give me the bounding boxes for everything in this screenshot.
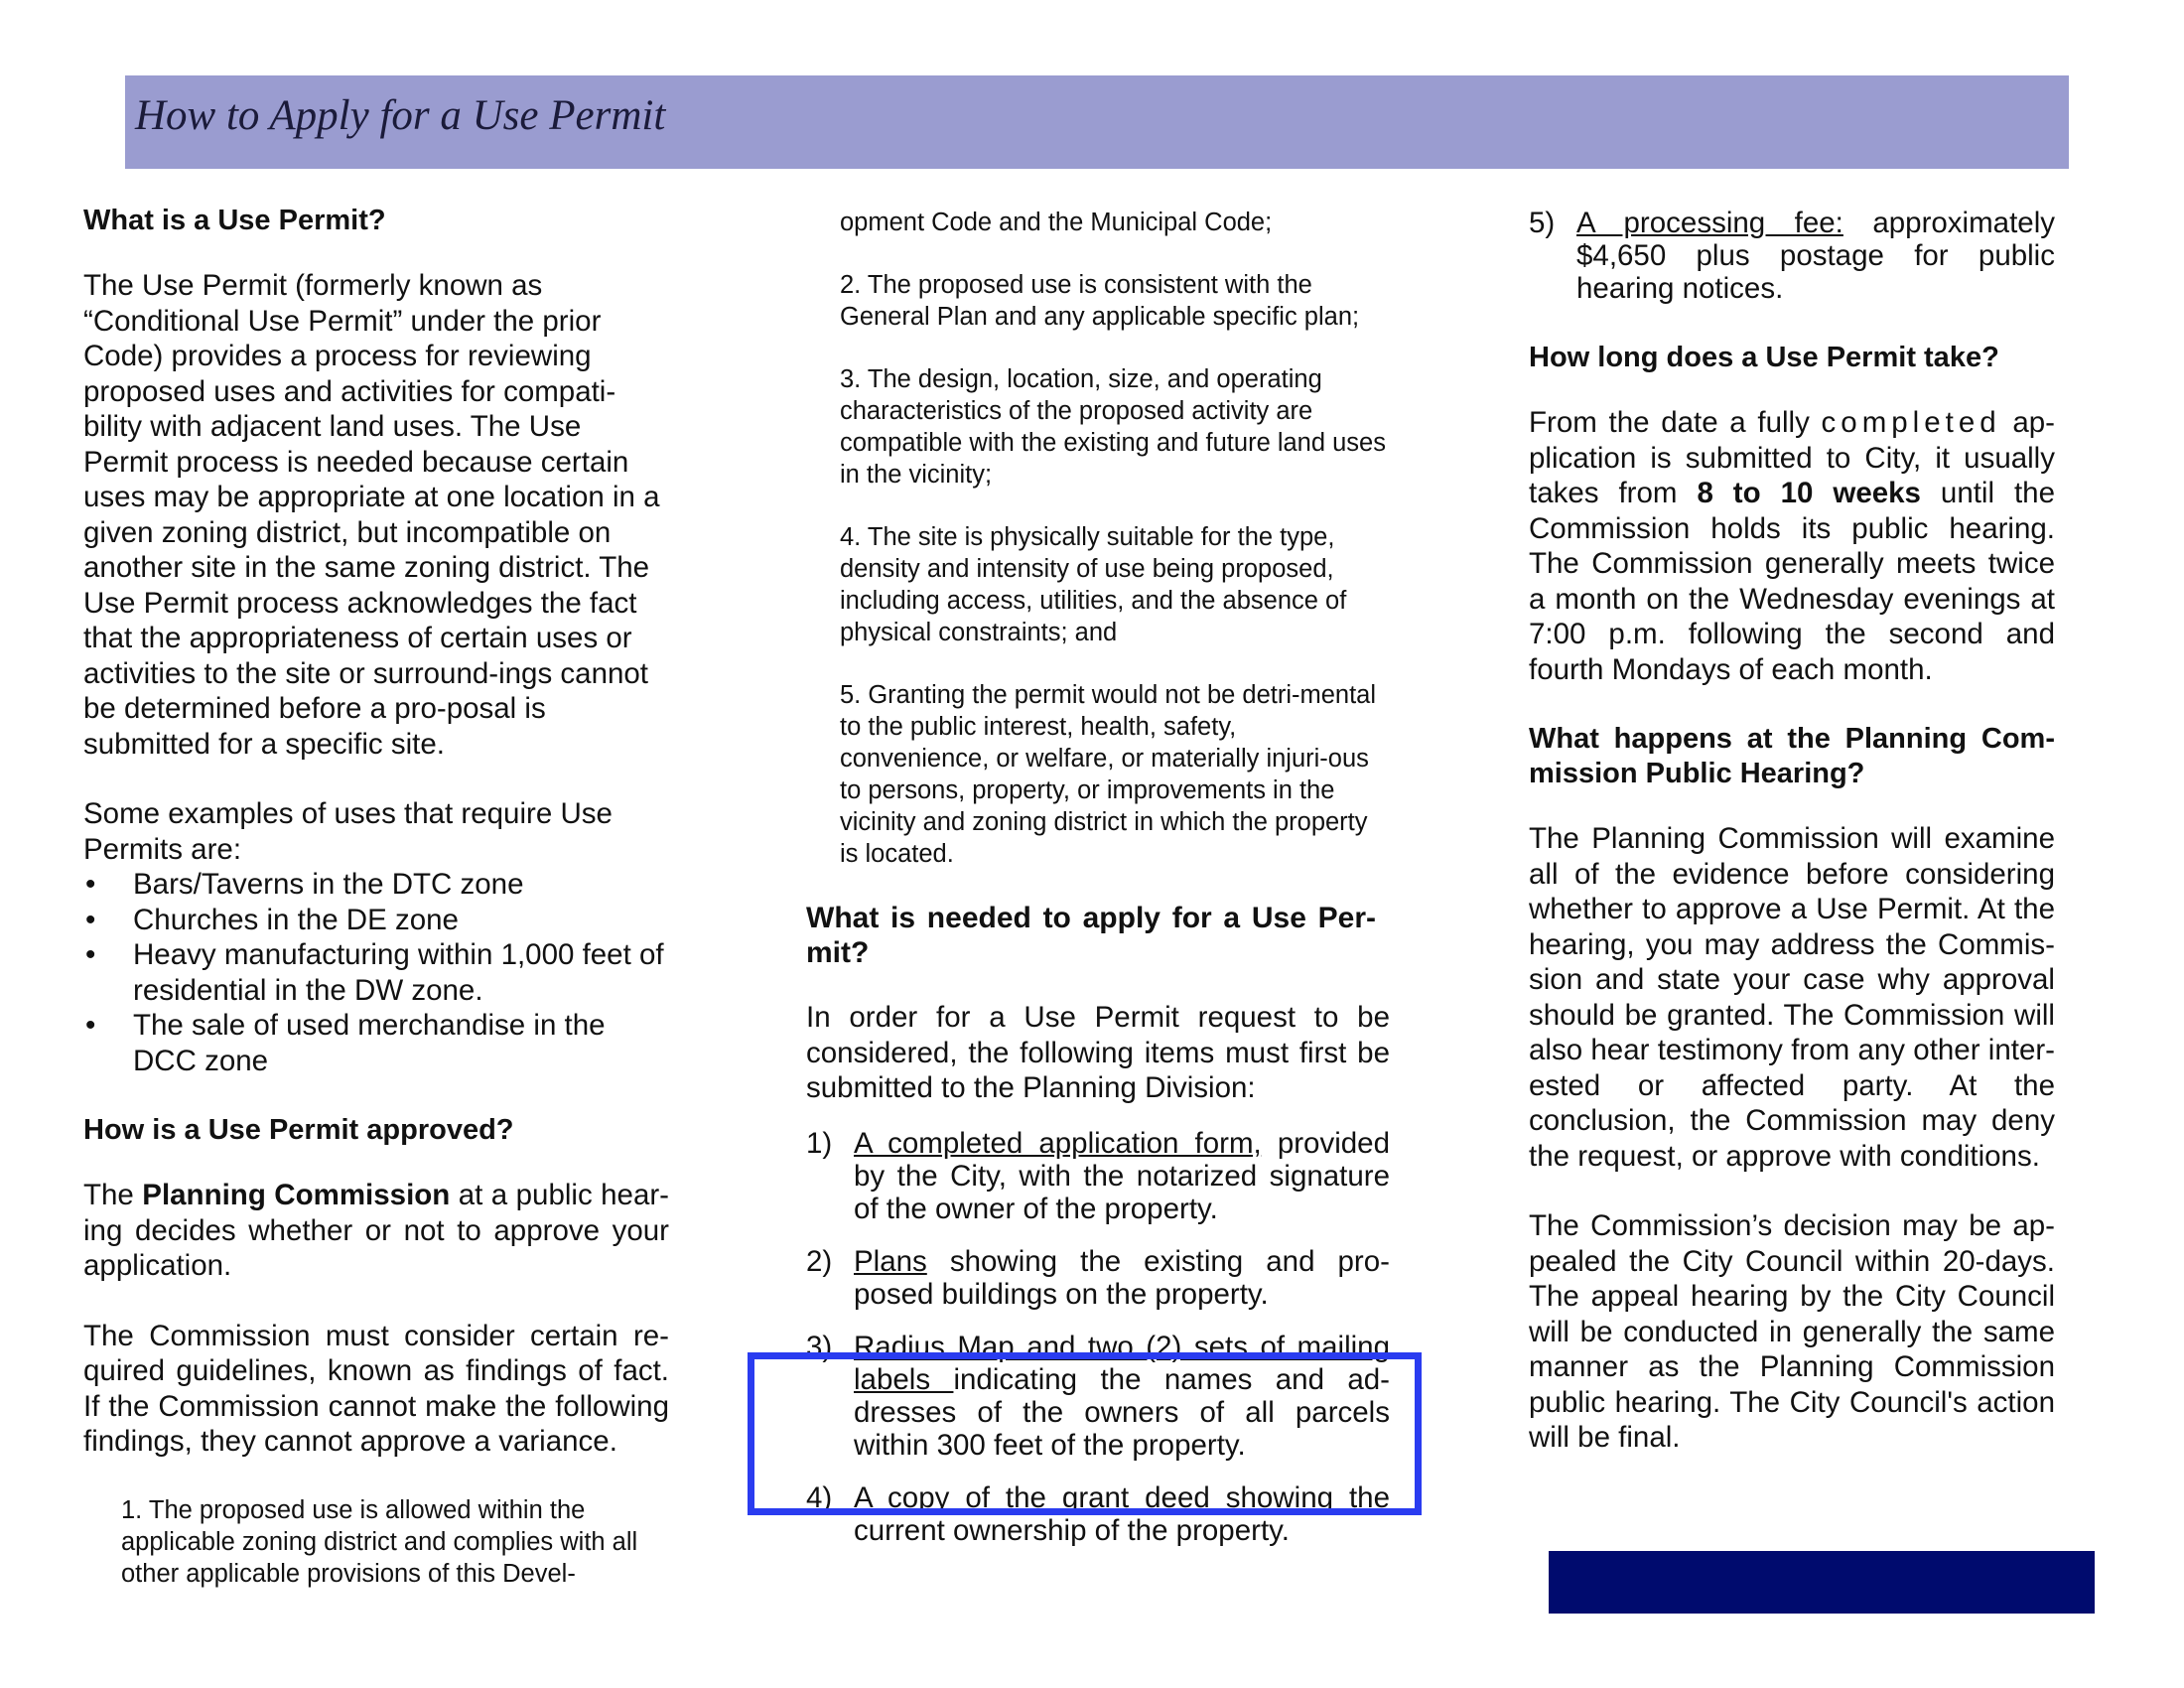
appeal-paragraph: The Commission’s decision may be ap-pealed the City Council within 20-days. The appeal hearing by the City Council will be conducted in generally the same manner as the Planning Commission public hearing. The City Council's action will be final. [1529, 1209, 2055, 1454]
requirements-intro: In order for a Use Permit request to be considered, the following items must first be submitted to the Planning Division: [806, 1001, 1390, 1104]
bullet-icon: • [85, 938, 96, 971]
findings-intro: The Commission must consider certain re-quired guidelines, known as findings of fact. If the Commission cannot make the following findings, they cannot approve a variance. [83, 1319, 669, 1458]
list-item: 1) A completed application form, provided by the City, with the notarized signature of the owner of the property. [806, 1126, 1390, 1225]
finding-4: 4. The site is physically suitable for the type, density and intensity of use being proposed, including access, utilities, and the absence of physical constraints; and [840, 523, 1347, 646]
column-right [1529, 207, 2055, 1490]
highlight-box [748, 1352, 1422, 1515]
heading-public-hearing: What happens at the Planning Com-mission Public Hearing? [1529, 723, 2055, 789]
heading-how-approved: How is a Use Permit approved? [83, 1114, 514, 1146]
list-item: • Churches in the DE zone [85, 903, 459, 936]
finding-1-continued: opment Code and the Municipal Code; [840, 209, 1273, 236]
finding-1: 1. The proposed use is allowed within the applicable zoning district and complies with all other applicable provisions of this Devel- [121, 1495, 638, 1588]
finding-3: 3. The design, location, size, and operating characteristics of the proposed activity are compatible with the existing and future land uses in the vicinity; [840, 365, 1386, 489]
bullet-icon: • [85, 903, 96, 936]
list-item: 4) A copy of the grant deed showing the current ownership of the property. [806, 1480, 1390, 1547]
heading-what-is-needed: What is needed to apply for a Use Per-mit? [806, 902, 1376, 969]
use-permit-description: The Use Permit (formerly known as “Conditional Use Permit” under the prior Code) provides a process for reviewing proposed uses and activities for compati-bility with adjacent land uses. The Use Permit process is needed because certain uses may be appropriate at one location in a given zoning district, but incompatible on another site in the same zoning district. The Use Permit process acknowledges the fact that the appropriateness of certain uses or activities to the site or surround-ings cannot be determined before a pro-posal is submitted for a specific site. [83, 269, 660, 761]
heading-what-is-use-permit: What is a Use Permit? [83, 205, 386, 236]
timeline-paragraph: From the date a fully completed ap-plication is submitted to City, it usually takes from 8 to 10 weeks until the Commission holds its public hearing. The Commission generally meets twice a month on the Wednesday evenings at 7:00 p.m. following the second and fourth Mondays of each month. [1529, 406, 2055, 686]
list-item: • The sale of used merchandise in the DCC zone [85, 1009, 606, 1077]
examples-intro: Some examples of uses that require Use Permits are: [83, 797, 613, 866]
page-title: How to Apply for a Use Permit [135, 92, 666, 139]
finding-2: 2. The proposed use is consistent with the General Plan and any applicable specific plan; [840, 271, 1360, 331]
finding-5: 5. Granting the permit would not be detri-mental to the public interest, health, safety, convenience, or welfare, or materially injuri-ous to persons, property, or improvements in the vicinity and zoning district in which the property is located. [840, 681, 1377, 868]
heading-how-long: How long does a Use Permit take? [1529, 342, 1999, 373]
title-banner [125, 75, 2069, 169]
list-item: 2) Plans showing the existing and pro-posed buildings on the property. [806, 1244, 1390, 1311]
approval-paragraph: The Planning Commission at a public hear-ing decides whether or not to approve your application. [83, 1179, 670, 1282]
column-left [83, 204, 669, 1620]
hearing-paragraph: The Planning Commission will examine all of the evidence before considering whether to approve a Use Permit. At the hearing, you may address the Commis-sion and state your case why approval should be granted. The Commission will also hear testimony from any other inter-ested or affected party. At the conclusion, the Commission may deny the request, or approve with conditions. [1529, 822, 2055, 1173]
list-item: • Bars/Taverns in the DTC zone [85, 868, 524, 901]
bullet-icon: • [85, 868, 96, 901]
footer-bar [1549, 1551, 2095, 1614]
list-item: 3) Radius Map and two (2) sets of mailing labels indicating the names and ad-dresses of the owners of all parcels within 300 feet of the property. [806, 1330, 1390, 1462]
list-item: 5) A processing fee: approximately $4,650 plus postage for public hearing notices. [1529, 207, 2055, 305]
bullet-icon: • [85, 1009, 96, 1042]
list-item: • Heavy manufacturing within 1,000 feet of residential in the DW zone. [85, 938, 664, 1007]
examples-list [83, 867, 669, 1078]
